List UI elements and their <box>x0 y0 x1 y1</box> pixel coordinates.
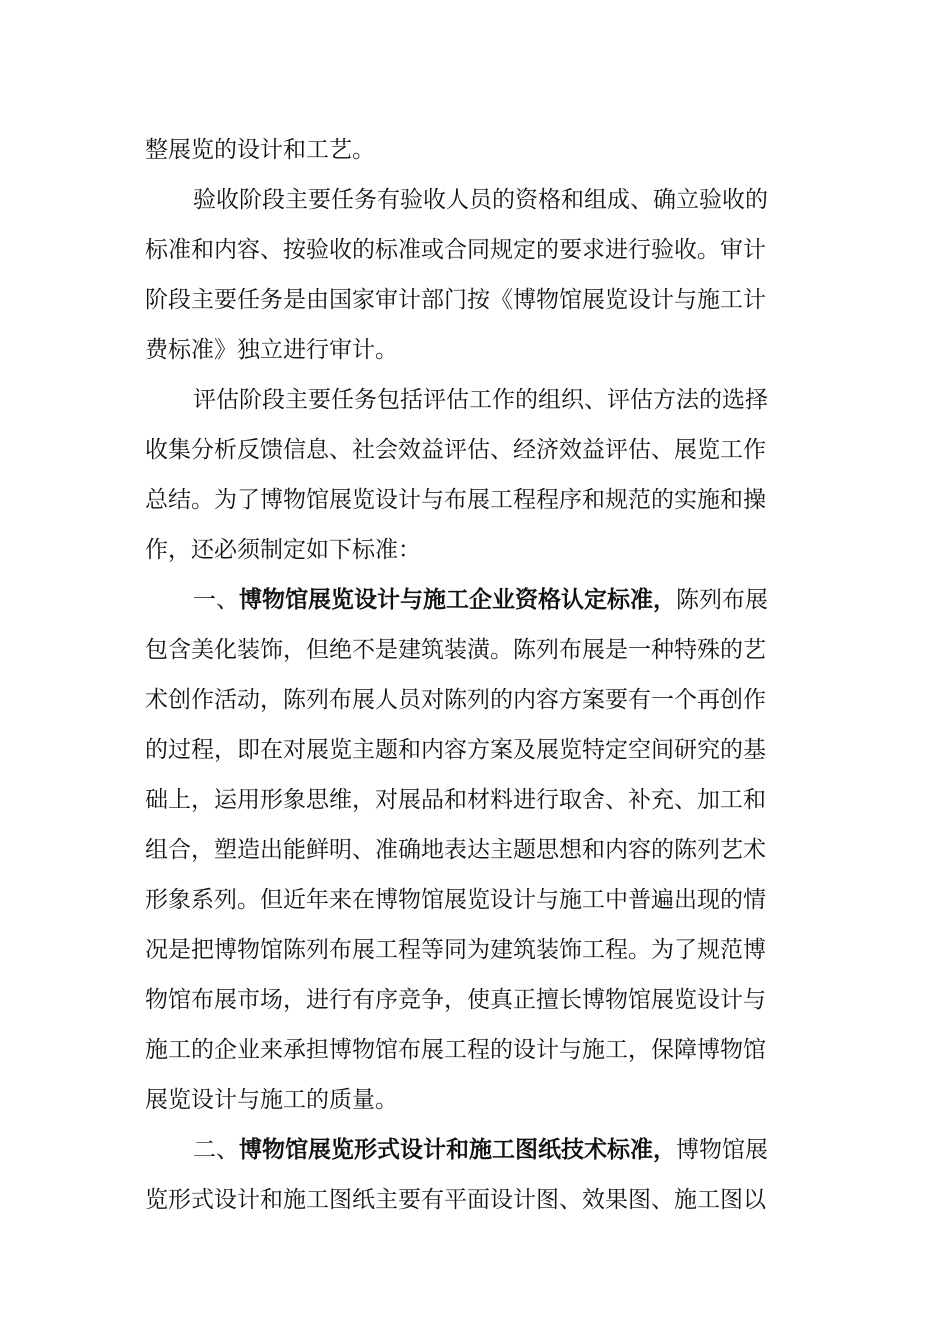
text-line: 标准和内容、按验收的标准或合同规定的要求进行验收。审计 <box>145 237 766 263</box>
text-line: 览形式设计和施工图纸主要有平面设计图、效果图、施工图以 <box>145 1187 766 1213</box>
text-line: 作，还必须制定如下标准： <box>145 537 421 563</box>
section-heading-line <box>193 581 768 619</box>
text-line: 包含美化装饰，但绝不是建筑装潢。陈列布展是一种特殊的艺 <box>145 637 766 663</box>
text-line: 的过程，即在对展览主题和内容方案及展览特定空间研究的基 <box>145 737 766 763</box>
text-line: 费标准》独立进行审计。 <box>145 337 398 363</box>
text-line: 总结。为了博物馆展览设计与布展工程程序和规范的实施和操 <box>145 487 766 513</box>
text-line: 物馆布展市场，进行有序竞争，使真正擅长博物馆展览设计与 <box>145 987 766 1013</box>
text-line: 阶段主要任务是由国家审计部门按《博物馆展览设计与施工计 <box>145 287 766 313</box>
paragraph-start-line: 评估阶段主要任务包括评估工作的组织、评估方法的选择 <box>193 387 768 413</box>
text-line: 整展览的设计和工艺。 <box>145 137 375 163</box>
text-line: 形象系列。但近年来在博物馆展览设计与施工中普遍出现的情 <box>145 887 766 913</box>
section-number: 一、 <box>193 587 239 613</box>
text-line: 础上，运用形象思维，对展品和材料进行取舍、补充、加工和 <box>145 787 766 813</box>
section-text: 陈列布展 <box>676 587 768 613</box>
section-heading-line <box>193 1131 768 1169</box>
text-line: 展览设计与施工的质量。 <box>145 1087 398 1113</box>
text-line: 术创作活动，陈列布展人员对陈列的内容方案要有一个再创作 <box>145 687 766 713</box>
text-line: 况是把博物馆陈列布展工程等同为建筑装饰工程。为了规范博 <box>145 937 766 963</box>
text-line: 施工的企业来承担博物馆布展工程的设计与施工，保障博物馆 <box>145 1037 766 1063</box>
text-line: 组合，塑造出能鲜明、准确地表达主题思想和内容的陈列艺术 <box>145 837 766 863</box>
section-title: 博物馆展览形式设计和施工图纸技术标准， <box>239 1136 676 1163</box>
section-text: 博物馆展 <box>676 1137 768 1163</box>
text-line: 收集分析反馈信息、社会效益评估、经济效益评估、展览工作 <box>145 437 766 463</box>
paragraph-start-line: 验收阶段主要任务有验收人员的资格和组成、确立验收的 <box>193 187 768 213</box>
section-title: 博物馆展览设计与施工企业资格认定标准， <box>239 586 676 613</box>
section-number: 二、 <box>193 1137 239 1163</box>
